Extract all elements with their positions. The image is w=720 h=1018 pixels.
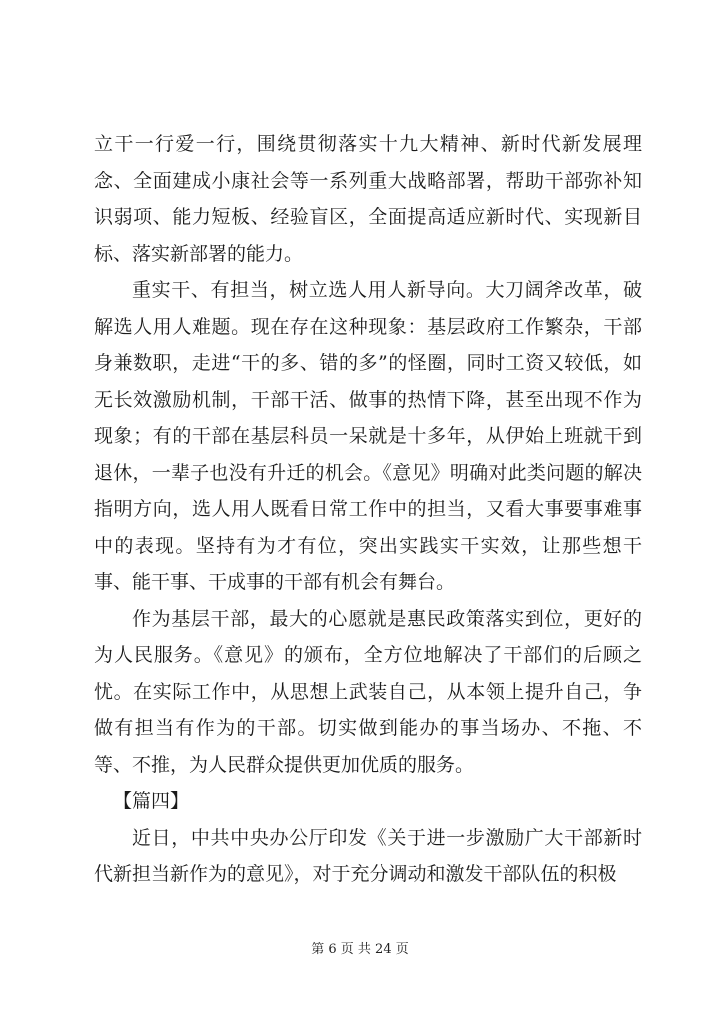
paragraph-2: 重实干、有担当，树立选人用人新导向。大刀阔斧改革，破解选人用人难题。现在存在这种现象：基层政府工作繁杂，干部身兼数职，走进“干的多、错的多”的怪圈，同时工资又较低，如无长效激励机制，干部干活、做事的热情下降，甚至出现不作为现象；有的干部在基层科员一呆就是十多年，从伊始上班就干到退休，一辈子也没有升迁的机会。《意见》明确对此类问题的解决指明方向，选人用人既看日常工作中的担当，又看大事要事难事中的表现。坚持有为才有位，突出实践实干实效，让那些想干事、能干事、干成事的干部有机会有舞台。	[94, 279, 642, 593]
paragraph-3: 作为基层干部，最大的心愿就是惠民政策落实到位，更好的为人民服务。《意见》的颁布，全方位地解决了干部们的后顾之忧。在实际工作中，从思想上武装自己，从本领上提升自己，争做有担当有作为的干部。切实做到能办的事当场办、不拖、不等、不推，为人民群众提供更加优质的服务。	[94, 607, 642, 776]
page-number-footer: 第 6 页 共 24 页	[311, 942, 409, 957]
paragraph-4: 近日，中共中央办公厅印发《关于进一步激励广大干部新时代新担当新作为的意见》，对于充分调动和激发干部队伍的积极	[94, 826, 642, 885]
document-body	[94, 126, 642, 893]
section-heading: 【篇四】	[113, 790, 190, 812]
paragraph-1: 立干一行爱一行，围绕贯彻落实十九大精神、新时代新发展理念、全面建成小康社会等一系列重大战略部署，帮助干部弥补知识弱项、能力短板、经验盲区，全面提高适应新时代、实现新目标、落实新部署的能力。	[94, 133, 642, 265]
